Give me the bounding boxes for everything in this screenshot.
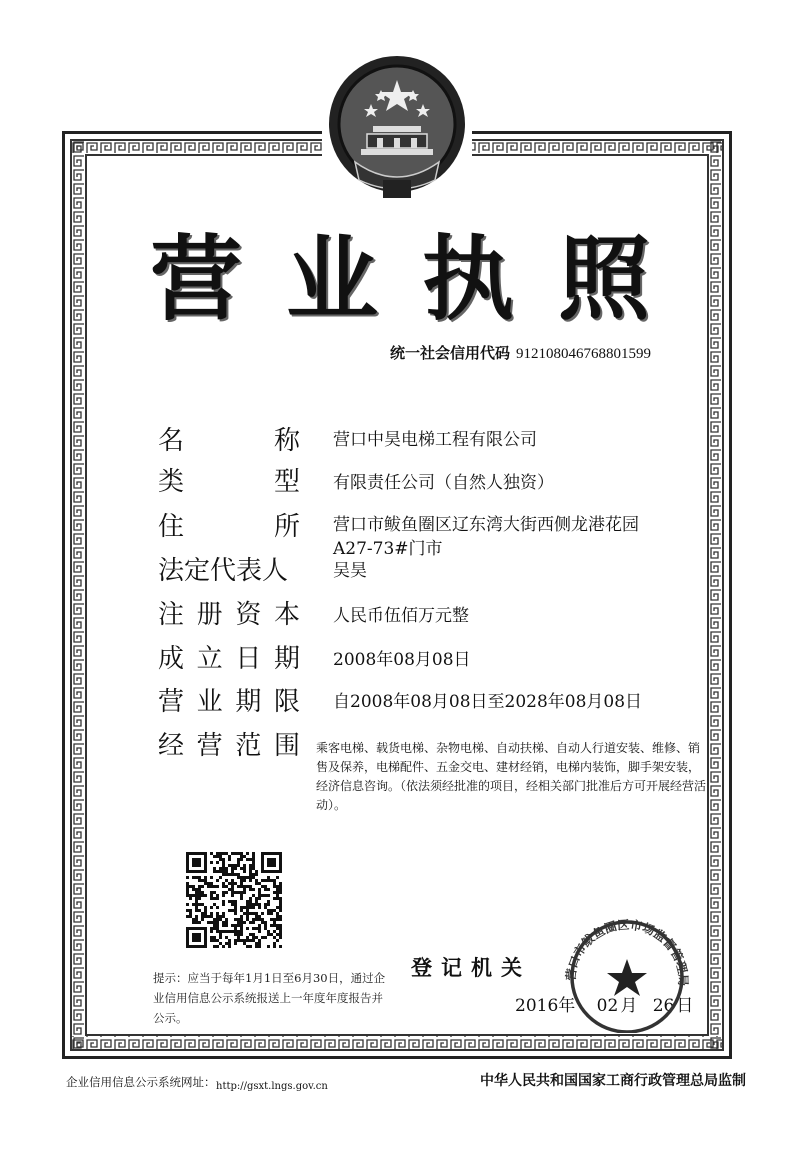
value-legal-rep: 吴昊 bbox=[333, 561, 367, 581]
date-month: 02 bbox=[596, 996, 619, 1016]
label-char: 限 bbox=[273, 687, 300, 717]
qr-code-icon[interactable] bbox=[186, 852, 282, 948]
credit-code-value: 912108046768801599 bbox=[516, 346, 652, 362]
label-text: 法定代表人 bbox=[158, 556, 289, 586]
date-month-suffix: 月 bbox=[620, 996, 638, 1016]
credit-code-label: 统一社会信用代码 bbox=[390, 344, 511, 362]
official-seal-icon bbox=[557, 903, 697, 1033]
label-capital bbox=[158, 598, 300, 632]
title-char: 业 bbox=[285, 226, 378, 333]
label-char: 名 bbox=[158, 426, 185, 456]
label-char: 本 bbox=[273, 600, 300, 630]
label-char: 经 bbox=[158, 731, 185, 761]
value-scope: 乘客电梯、载货电梯、杂物电梯、自动扶梯、自动人行道安装、维修、销售及保养，电梯配件、五金交电、建材经销，电梯内装饰，脚手架安装，经济信息咨询。（依法须经批准的项目，经相关部门批准后方可开展经营活动）。 bbox=[316, 741, 707, 812]
document-title bbox=[150, 225, 650, 335]
credit-code-row bbox=[390, 342, 651, 363]
title-char: 营 bbox=[150, 226, 243, 333]
label-established bbox=[158, 642, 300, 676]
label-char: 资 bbox=[235, 600, 262, 630]
label-char: 业 bbox=[196, 687, 223, 717]
label-term bbox=[158, 685, 300, 719]
label-char: 类 bbox=[158, 467, 185, 497]
label-char: 成 bbox=[158, 644, 185, 674]
label-address bbox=[158, 510, 300, 544]
supervisor-text: 中华人民共和国国家工商行政管理总局监制 bbox=[480, 1073, 746, 1089]
value-term: 自2008年08月08日至2028年08月08日 bbox=[333, 692, 643, 712]
label-char: 所 bbox=[273, 512, 300, 542]
title-char: 执 bbox=[421, 226, 514, 333]
label-name bbox=[158, 424, 300, 458]
label-char: 范 bbox=[235, 731, 262, 761]
website-url[interactable]: http://gsxt.lngs.gov.cn bbox=[216, 1081, 328, 1092]
title-char: 照 bbox=[557, 226, 650, 333]
date-day: 26 bbox=[652, 996, 675, 1016]
label-char: 围 bbox=[273, 731, 300, 761]
label-char: 称 bbox=[273, 426, 300, 456]
label-char: 立 bbox=[196, 644, 223, 674]
label-char: 型 bbox=[273, 467, 300, 497]
label-char: 注 bbox=[158, 600, 185, 630]
national-emblem-icon bbox=[325, 52, 470, 200]
label-char: 册 bbox=[196, 600, 223, 630]
value-capital: 人民币伍佰万元整 bbox=[333, 606, 469, 626]
label-char: 期 bbox=[273, 644, 300, 674]
label-char: 日 bbox=[235, 644, 262, 674]
label-legal-rep bbox=[158, 554, 300, 588]
website-label: 企业信用信息公示系统网址： bbox=[66, 1075, 216, 1089]
label-char: 营 bbox=[196, 731, 223, 761]
date-year: 2016年 bbox=[515, 996, 576, 1016]
label-type bbox=[158, 465, 300, 499]
value-address-line1: 营口市鲅鱼圈区辽东湾大街西侧龙港花园 bbox=[333, 515, 639, 535]
label-char: 营 bbox=[158, 687, 185, 717]
date-day-suffix: 日 bbox=[676, 996, 694, 1016]
registration-authority-label: 登记机关 bbox=[411, 956, 531, 980]
value-name: 营口中昊电梯工程有限公司 bbox=[333, 430, 537, 450]
annual-report-tip: 提示：应当于每年1月1日至6月30日，通过企业信用信息公示系统报送上一年度年度报告并公示。 bbox=[153, 971, 386, 1025]
value-address-line2: A27-73#门市 bbox=[333, 539, 443, 559]
label-char: 住 bbox=[158, 512, 185, 542]
seal-text: 营口市鲅鱼圈区市场监督管理局 bbox=[563, 917, 691, 987]
label-scope bbox=[158, 729, 300, 763]
label-char: 期 bbox=[235, 687, 262, 717]
value-type: 有限责任公司（自然人独资） bbox=[333, 473, 554, 493]
value-established: 2008年08月08日 bbox=[333, 650, 471, 670]
